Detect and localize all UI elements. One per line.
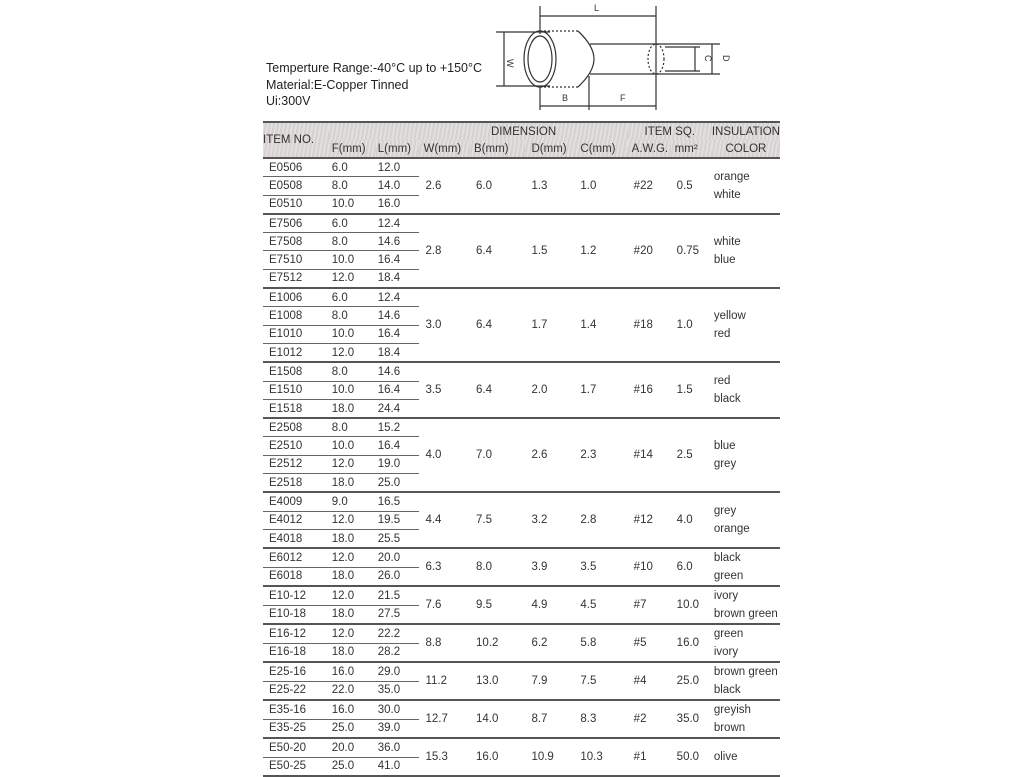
d-mm: 1.7 [525, 288, 574, 362]
l-mm: 24.4 [376, 399, 420, 418]
item-number: E0508 [263, 177, 329, 195]
l-mm: 14.6 [376, 307, 420, 325]
f-mm: 12.0 [329, 624, 376, 643]
w-mm: 12.7 [419, 700, 470, 738]
l-mm: 12.4 [376, 214, 420, 233]
item-number: E0506 [263, 158, 329, 177]
insulation-color [712, 586, 780, 624]
table-row [263, 158, 780, 177]
awg-size: #12 [628, 492, 671, 548]
item-number: E7508 [263, 233, 329, 251]
insulation-color [712, 362, 780, 418]
color-name: red [713, 375, 731, 388]
f-mm: 10.0 [329, 325, 376, 343]
f-mm: 8.0 [329, 307, 376, 325]
color-name: brown green [713, 666, 778, 679]
f-mm: 18.0 [329, 529, 376, 548]
f-mm: 18.0 [329, 399, 376, 418]
color-name: orange [713, 523, 750, 536]
l-mm: 35.0 [376, 681, 420, 700]
insulation-color [712, 662, 780, 700]
table-row [263, 492, 780, 511]
color-name: grey [713, 458, 737, 471]
l-mm: 22.2 [376, 624, 420, 643]
header-dimension: DIMENSION [419, 122, 627, 140]
insulation-color [712, 288, 780, 362]
f-mm: 25.0 [329, 719, 376, 738]
l-mm: 14.6 [376, 362, 420, 381]
c-mm: 8.3 [574, 700, 627, 738]
b-mm: 13.0 [470, 662, 525, 700]
f-mm: 18.0 [329, 605, 376, 624]
color-name: white [713, 235, 741, 248]
item-number: E7512 [263, 269, 329, 288]
l-mm: 27.5 [376, 605, 420, 624]
voltage-rating: Ui:300V [266, 94, 311, 108]
w-mm: 15.3 [419, 738, 470, 776]
item-number: E7506 [263, 214, 329, 233]
f-mm: 20.0 [329, 738, 376, 757]
f-mm: 6.0 [329, 288, 376, 307]
item-number: E25-16 [263, 662, 329, 681]
item-number: E1008 [263, 307, 329, 325]
l-mm: 25.5 [376, 529, 420, 548]
l-mm: 29.0 [376, 662, 420, 681]
b-mm: 16.0 [470, 738, 525, 776]
table-row [263, 288, 780, 307]
color-name: ivory [713, 646, 739, 659]
b-mm: 14.0 [470, 700, 525, 738]
l-mm: 15.2 [376, 418, 420, 437]
color-name: ivory [713, 590, 739, 603]
color-name: olive [713, 751, 738, 764]
b-mm: 6.4 [470, 362, 525, 418]
header-awg: A.W.G. [628, 140, 671, 158]
item-number: E35-25 [263, 719, 329, 738]
f-mm: 8.0 [329, 177, 376, 195]
c-mm: 4.5 [574, 586, 627, 624]
insulation-color [712, 214, 780, 288]
cross-section-mm2: 10.0 [671, 586, 712, 624]
f-mm: 16.0 [329, 700, 376, 719]
l-mm: 25.0 [376, 474, 420, 493]
l-mm: 18.4 [376, 269, 420, 288]
header-c: C(mm) [574, 140, 627, 158]
ferrule-spec-table [263, 121, 780, 777]
awg-size: #7 [628, 586, 671, 624]
d-mm: 3.2 [525, 492, 574, 548]
c-mm: 1.2 [574, 214, 627, 288]
cross-section-mm2: 1.5 [671, 362, 712, 418]
f-mm: 10.0 [329, 437, 376, 455]
ferrule-dimension-diagram [490, 0, 740, 120]
svg-text:C: C [703, 55, 713, 62]
f-mm: 16.0 [329, 662, 376, 681]
l-mm: 14.6 [376, 233, 420, 251]
item-number: E35-16 [263, 700, 329, 719]
insulation-color [712, 492, 780, 548]
l-mm: 16.5 [376, 492, 420, 511]
f-mm: 12.0 [329, 343, 376, 362]
awg-size: #18 [628, 288, 671, 362]
l-mm: 12.0 [376, 158, 420, 177]
svg-text:L: L [594, 3, 600, 13]
b-mm: 7.0 [470, 418, 525, 492]
l-mm: 14.0 [376, 177, 420, 195]
c-mm: 1.4 [574, 288, 627, 362]
cross-section-mm2: 2.5 [671, 418, 712, 492]
item-number: E1006 [263, 288, 329, 307]
cross-section-mm2: 6.0 [671, 548, 712, 586]
insulation-color [712, 548, 780, 586]
insulation-color [712, 158, 780, 214]
color-name: black [713, 552, 741, 565]
item-number: E16-18 [263, 643, 329, 662]
awg-size: #20 [628, 214, 671, 288]
l-mm: 36.0 [376, 738, 420, 757]
item-number: E1510 [263, 381, 329, 399]
item-number: E50-20 [263, 738, 329, 757]
insulation-color [712, 700, 780, 738]
table-row [263, 738, 780, 757]
item-number: E1518 [263, 399, 329, 418]
l-mm: 12.4 [376, 288, 420, 307]
item-number: E4018 [263, 529, 329, 548]
insulation-color [712, 418, 780, 492]
c-mm: 1.0 [574, 158, 627, 214]
insulation-color [712, 624, 780, 662]
f-mm: 18.0 [329, 643, 376, 662]
item-number: E50-25 [263, 757, 329, 776]
awg-size: #22 [628, 158, 671, 214]
b-mm: 7.5 [470, 492, 525, 548]
item-number: E6018 [263, 567, 329, 586]
item-number: E6012 [263, 548, 329, 567]
c-mm: 7.5 [574, 662, 627, 700]
color-name: grey [713, 505, 737, 518]
table-body [263, 158, 780, 776]
f-mm: 10.0 [329, 195, 376, 214]
l-mm: 16.4 [376, 437, 420, 455]
cross-section-mm2: 25.0 [671, 662, 712, 700]
f-mm: 8.0 [329, 418, 376, 437]
item-number: E4009 [263, 492, 329, 511]
l-mm: 26.0 [376, 567, 420, 586]
f-mm: 12.0 [329, 455, 376, 473]
f-mm: 10.0 [329, 251, 376, 269]
f-mm: 8.0 [329, 233, 376, 251]
header-f: F(mm) [329, 140, 376, 158]
d-mm: 8.7 [525, 700, 574, 738]
item-number: E1508 [263, 362, 329, 381]
temperature-range: Temperture Range:-40°C up to +150°C [266, 61, 483, 75]
awg-size: #5 [628, 624, 671, 662]
item-number: E1010 [263, 325, 329, 343]
f-mm: 18.0 [329, 567, 376, 586]
w-mm: 6.3 [419, 548, 470, 586]
color-name: greyish [713, 704, 751, 717]
color-name: white [713, 188, 741, 201]
l-mm: 28.2 [376, 643, 420, 662]
header-w: W(mm) [419, 140, 470, 158]
header-item-sq: ITEM SQ. [628, 122, 712, 140]
b-mm: 8.0 [470, 548, 525, 586]
table-row [263, 700, 780, 719]
w-mm: 2.6 [419, 158, 470, 214]
f-mm: 12.0 [329, 586, 376, 605]
table-row [263, 548, 780, 567]
l-mm: 19.0 [376, 455, 420, 473]
b-mm: 9.5 [470, 586, 525, 624]
cross-section-mm2: 4.0 [671, 492, 712, 548]
color-name: green [713, 628, 744, 641]
f-mm: 6.0 [329, 214, 376, 233]
c-mm: 2.3 [574, 418, 627, 492]
w-mm: 2.8 [419, 214, 470, 288]
table-row [263, 214, 780, 233]
l-mm: 19.5 [376, 511, 420, 529]
color-name: brown green [713, 608, 778, 621]
item-number: E25-22 [263, 681, 329, 700]
c-mm: 3.5 [574, 548, 627, 586]
material: Material:E-Copper Tinned [266, 77, 409, 92]
l-mm: 21.5 [376, 586, 420, 605]
cross-section-mm2: 50.0 [671, 738, 712, 776]
item-number: E1012 [263, 343, 329, 362]
color-name: blue [713, 253, 736, 266]
d-mm: 6.2 [525, 624, 574, 662]
item-number: E7510 [263, 251, 329, 269]
header-b: B(mm) [470, 140, 525, 158]
d-mm: 3.9 [525, 548, 574, 586]
item-number: E2508 [263, 418, 329, 437]
item-number: E2510 [263, 437, 329, 455]
awg-size: #16 [628, 362, 671, 418]
l-mm: 16.4 [376, 325, 420, 343]
header-item-no: ITEM NO. [263, 122, 329, 158]
awg-size: #4 [628, 662, 671, 700]
awg-size: #1 [628, 738, 671, 776]
cross-section-mm2: 1.0 [671, 288, 712, 362]
table-row [263, 418, 780, 437]
color-name: yellow [713, 310, 746, 323]
svg-text:D: D [721, 55, 731, 62]
color-name: black [713, 684, 741, 697]
awg-size: #10 [628, 548, 671, 586]
f-mm: 22.0 [329, 681, 376, 700]
f-mm: 8.0 [329, 362, 376, 381]
color-name: orange [713, 170, 750, 183]
f-mm: 9.0 [329, 492, 376, 511]
f-mm: 12.0 [329, 511, 376, 529]
ferrule-drawing-icon [490, 0, 740, 120]
l-mm: 16.4 [376, 381, 420, 399]
header-insulation: INSULATION [712, 122, 780, 140]
l-mm: 41.0 [376, 757, 420, 776]
header-mm2: mm² [671, 140, 712, 158]
item-number: E4012 [263, 511, 329, 529]
svg-text:W: W [505, 59, 515, 68]
f-mm: 12.0 [329, 269, 376, 288]
w-mm: 4.4 [419, 492, 470, 548]
f-mm: 25.0 [329, 757, 376, 776]
w-mm: 3.5 [419, 362, 470, 418]
cross-section-mm2: 35.0 [671, 700, 712, 738]
l-mm: 39.0 [376, 719, 420, 738]
l-mm: 30.0 [376, 700, 420, 719]
c-mm: 10.3 [574, 738, 627, 776]
table-row [263, 662, 780, 681]
svg-text:F: F [620, 93, 626, 103]
color-name: brown [713, 722, 746, 735]
f-mm: 10.0 [329, 381, 376, 399]
color-name: blue [713, 440, 736, 453]
cross-section-mm2: 0.5 [671, 158, 712, 214]
b-mm: 6.4 [470, 214, 525, 288]
item-number: E2518 [263, 474, 329, 493]
c-mm: 1.7 [574, 362, 627, 418]
table-row [263, 586, 780, 605]
b-mm: 6.0 [470, 158, 525, 214]
color-name: green [713, 570, 744, 583]
f-mm: 18.0 [329, 474, 376, 493]
color-name: black [713, 393, 741, 406]
w-mm: 7.6 [419, 586, 470, 624]
l-mm: 18.4 [376, 343, 420, 362]
w-mm: 4.0 [419, 418, 470, 492]
w-mm: 8.8 [419, 624, 470, 662]
specifications [266, 60, 482, 110]
b-mm: 10.2 [470, 624, 525, 662]
item-number: E16-12 [263, 624, 329, 643]
d-mm: 1.3 [525, 158, 574, 214]
f-mm: 12.0 [329, 548, 376, 567]
header-d: D(mm) [525, 140, 574, 158]
l-mm: 20.0 [376, 548, 420, 567]
cross-section-mm2: 0.75 [671, 214, 712, 288]
table-row [263, 362, 780, 381]
item-number: E10-18 [263, 605, 329, 624]
color-name: red [713, 328, 731, 341]
d-mm: 2.0 [525, 362, 574, 418]
header-color: COLOR [712, 140, 780, 158]
item-number: E0510 [263, 195, 329, 214]
d-mm: 1.5 [525, 214, 574, 288]
w-mm: 11.2 [419, 662, 470, 700]
awg-size: #2 [628, 700, 671, 738]
cross-section-mm2: 16.0 [671, 624, 712, 662]
header-l: L(mm) [376, 140, 420, 158]
f-mm: 6.0 [329, 158, 376, 177]
d-mm: 4.9 [525, 586, 574, 624]
d-mm: 7.9 [525, 662, 574, 700]
l-mm: 16.4 [376, 251, 420, 269]
awg-size: #14 [628, 418, 671, 492]
insulation-color [712, 738, 780, 776]
d-mm: 2.6 [525, 418, 574, 492]
item-number: E2512 [263, 455, 329, 473]
w-mm: 3.0 [419, 288, 470, 362]
table-row [263, 624, 780, 643]
item-number: E10-12 [263, 586, 329, 605]
header-spacer [329, 122, 420, 140]
b-mm: 6.4 [470, 288, 525, 362]
l-mm: 16.0 [376, 195, 420, 214]
svg-text:B: B [562, 93, 569, 103]
c-mm: 2.8 [574, 492, 627, 548]
d-mm: 10.9 [525, 738, 574, 776]
c-mm: 5.8 [574, 624, 627, 662]
